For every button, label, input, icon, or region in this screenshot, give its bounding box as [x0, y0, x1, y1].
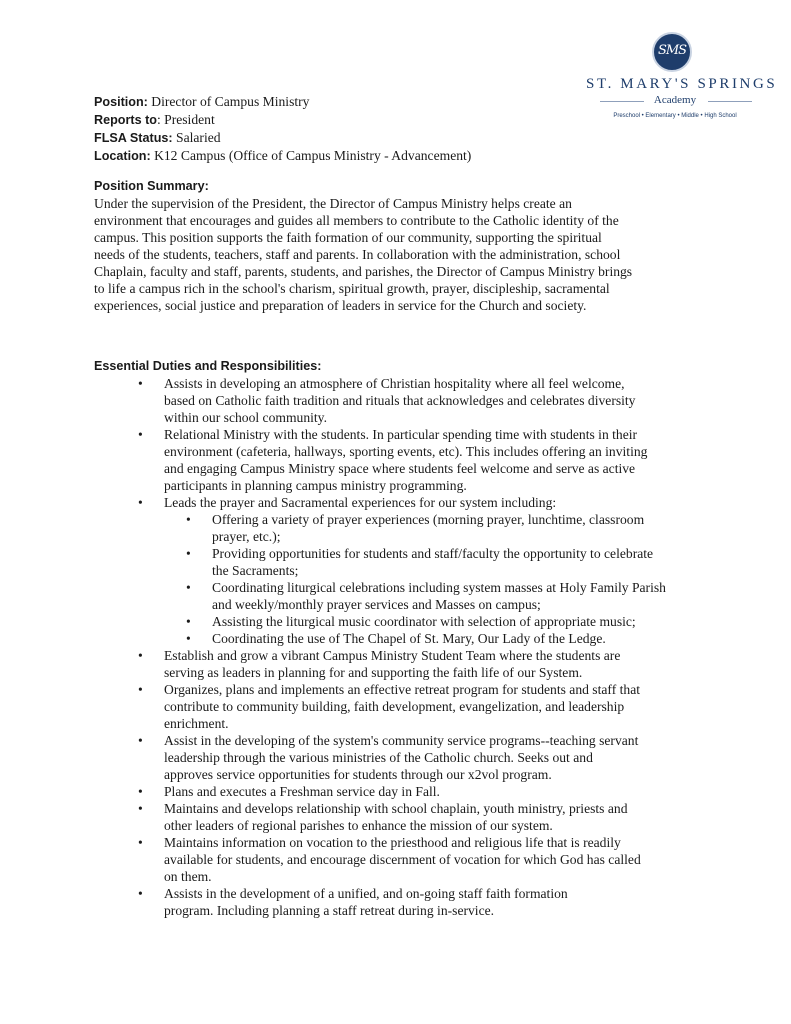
list-item-text: and weekly/monthly prayer services and Masses on campus; [212, 597, 541, 612]
bullet-icon: • [138, 886, 143, 901]
bullet-icon: • [186, 580, 191, 595]
list-item-text: environment (cafeteria, hallways, sporting events, etc). This includes offering an inviting [164, 444, 648, 459]
bullet-icon: • [138, 733, 143, 748]
bullet-icon: • [138, 682, 143, 697]
summary-line: Under the supervision of the President, the Director of Campus Ministry helps create an [94, 196, 572, 211]
duties-list [136, 375, 746, 919]
bullet-icon: • [138, 376, 143, 391]
school-logo [586, 30, 778, 130]
list-item-text: participants in planning campus ministry programming. [164, 478, 467, 493]
list-item-text: Offering a variety of prayer experiences (morning prayer, lunchtime, classroom [212, 512, 645, 527]
flsa-status-line [94, 129, 594, 147]
bullet-icon: • [186, 631, 191, 646]
list-item-text: approves service opportunities for students through our x2vol program. [164, 767, 552, 782]
list-item [136, 800, 746, 834]
bullet-icon: • [138, 495, 143, 510]
summary-paragraph [94, 195, 714, 314]
info-value: : President [156, 112, 215, 127]
sub-list [164, 511, 746, 647]
summary-line: needs of the students, teachers, staff and parents. In collaboration with the administration, school [94, 247, 621, 262]
list-item-text: Providing opportunities for students and staff/faculty the opportunity to celebrate [212, 546, 654, 561]
list-item [136, 647, 746, 681]
list-item-text: and engaging Campus Ministry space where students feel welcome and serve as active [164, 461, 636, 476]
logo-divider [708, 101, 752, 102]
list-item-text: Coordinating the use of The Chapel of St. Mary, Our Lady of the Ledge. [212, 631, 606, 646]
list-item [184, 579, 746, 613]
list-item [136, 375, 746, 426]
list-item [184, 630, 746, 647]
list-item-text: available for students, and encourage discernment of vocation for which God has called [164, 852, 641, 867]
info-label: Location: [94, 149, 151, 163]
list-item [184, 545, 746, 579]
info-value: K12 Campus (Office of Campus Ministry - Advancement) [150, 148, 472, 163]
list-item-text: Relational Ministry with the students. In particular spending time with students in their [164, 427, 638, 442]
list-item-text: Coordinating liturgical celebrations including system masses at Holy Family Parish [212, 580, 666, 595]
list-item-text: on them. [164, 869, 212, 884]
list-item-text: Assists in the development of a unified, and on-going staff faith formation [164, 886, 568, 901]
list-item [136, 494, 746, 647]
list-item [136, 426, 746, 494]
summary-heading: Position Summary: [94, 179, 209, 193]
list-item-text: Organizes, plans and implements an effective retreat program for students and staff that [164, 682, 640, 697]
reports-to-line [94, 111, 594, 129]
info-value: Director of Campus Ministry [147, 94, 310, 109]
list-item-text: enrichment. [164, 716, 229, 731]
list-item-text: program. Including planning a staff retreat during in-service. [164, 903, 495, 918]
bullet-icon: • [138, 648, 143, 663]
list-item-text: serving as leaders in planning for and supporting the faith life of our System. [164, 665, 583, 680]
list-item-text: Assist in the developing of the system's community service programs--teaching servant [164, 733, 639, 748]
list-item-text: based on Catholic faith tradition and rituals that acknowledges and celebrates diversity [164, 393, 636, 408]
list-item-text: Leads the prayer and Sacramental experiences for our system including: [164, 495, 557, 510]
school-subtitle: Academy [653, 94, 697, 106]
list-item-text: contribute to community building, faith development, evangelization, and leadership [164, 699, 625, 714]
list-item-text: prayer, etc.); [212, 529, 281, 544]
summary-line: Chaplain, faculty and staff, parents, students, and parishes, the Director of Campus Ministry brings [94, 264, 633, 279]
list-item-text: Maintains information on vocation to the priesthood and religious life that is readily [164, 835, 621, 850]
school-levels: Preschool • Elementary • Middle • High School [613, 113, 737, 119]
bullet-icon: • [138, 801, 143, 816]
list-item [136, 885, 746, 919]
school-name: ST. MARY'S SPRINGS [586, 76, 778, 92]
bullet-icon: • [138, 784, 143, 799]
info-label: FLSA Status: [94, 131, 173, 145]
school-seal-icon [652, 32, 692, 72]
bullet-icon: • [138, 427, 143, 442]
bullet-icon: • [186, 512, 191, 527]
location-line [94, 147, 594, 165]
bullet-icon: • [186, 546, 191, 561]
list-item-text: within our school community. [164, 410, 327, 425]
list-item-text: other leaders of regional parishes to enhance the mission of our system. [164, 818, 553, 833]
duties-heading: Essential Duties and Responsibilities: [94, 359, 322, 373]
info-label: Reports to [94, 113, 157, 127]
list-item-text: Establish and grow a vibrant Campus Ministry Student Team where the students are [164, 648, 621, 663]
position-info [94, 93, 594, 165]
bullet-icon: • [186, 614, 191, 629]
list-item-text: Maintains and develops relationship with school chaplain, youth ministry, priests and [164, 801, 628, 816]
position-line [94, 93, 594, 111]
list-item-text: Assists in developing an atmosphere of Christian hospitality where all feel welcome, [164, 376, 625, 391]
info-value: Salaried [172, 130, 221, 145]
list-item [136, 732, 746, 783]
seal-monogram: SMS [657, 43, 687, 58]
list-item [136, 783, 746, 800]
list-item-text: the Sacraments; [212, 563, 299, 578]
list-item-text: Assisting the liturgical music coordinator with selection of appropriate music; [212, 614, 636, 629]
summary-line: campus. This position supports the faith formation of our community, supporting the spiritual [94, 230, 602, 245]
list-item [184, 511, 746, 545]
list-item [136, 834, 746, 885]
list-item-text: Plans and executes a Freshman service day in Fall. [164, 784, 440, 799]
summary-line: experiences, social justice and preparation of leaders in service for the Church and society. [94, 298, 587, 313]
list-item-text: leadership through the various ministries of the Catholic church. Seeks out and [164, 750, 593, 765]
info-label: Position: [94, 95, 148, 109]
summary-line: to life a campus rich in the school's charism, spiritual growth, prayer, discipleship, sacramental [94, 281, 610, 296]
list-item [136, 681, 746, 732]
list-item [184, 613, 746, 630]
summary-line: environment that encourages and guides all members to contribute to the Catholic identity of the [94, 213, 619, 228]
bullet-icon: • [138, 835, 143, 850]
